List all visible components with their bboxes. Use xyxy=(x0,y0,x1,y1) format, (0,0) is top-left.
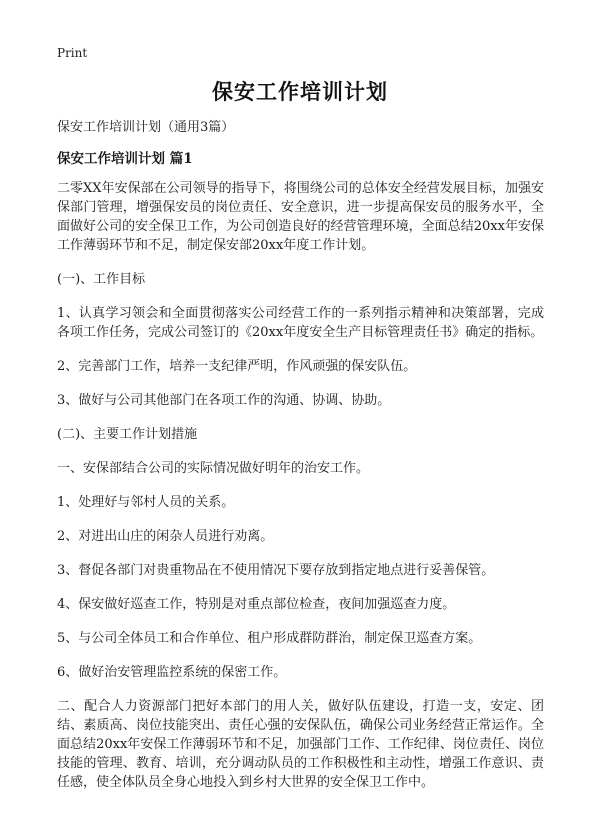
paragraph: (一)、工作目标 xyxy=(57,272,146,287)
paragraph: 3、做好与公司其他部门在各项工作的沟通、协调、协助。 xyxy=(57,393,391,408)
document-subtitle: 保安工作培训计划（通用3篇） xyxy=(57,120,235,135)
paragraph: 1、认真学习领会和全面贯彻落实公司经营工作的一系列指示精神和决策部署，完成各项工作任务，完成公司签订的《20xx年度安全生产目标管理责任书》确定的指标。 xyxy=(57,306,544,340)
paragraph: 5、与公司全体员工和合作单位、租户形成群防群治，制定保卫巡查方案。 xyxy=(57,631,482,646)
document-title: 保安工作培训计划 xyxy=(212,79,388,104)
paragraph: 一、安保部结合公司的实际情况做好明年的治安工作。 xyxy=(57,461,370,476)
paragraph: 2、完善部门工作，培养一支纪律严明，作风顽强的保安队伍。 xyxy=(57,359,417,374)
paragraph: 二、配合人力资源部门把好本部门的用人关，做好队伍建设，打造一支，安定、团结、素质高、岗位技能突出、责任心强的安保队伍，确保公司业务经营正常运作。全面总结20xx年安保工作薄弱环节和不足，加强部门工作、工作纪律、岗位责任、岗位技能的管理、教育、培训，充分调动队员的工作积极性和主动性，增强工作意识、责任感，使全体队员全身心地投入到乡村大世界的安全保卫工作中。 xyxy=(57,699,544,790)
paragraph: 6、做好治安管理监控系统的保密工作。 xyxy=(57,665,287,680)
paragraph: 4、保安做好巡查工作，特别是对重点部位检查，夜间加强巡查力度。 xyxy=(57,597,456,612)
section-heading: 保安工作培训计划 篇1 xyxy=(57,151,193,167)
paragraph: 2、对进出山庄的闲杂人员进行劝离。 xyxy=(57,529,274,544)
print-label: Print xyxy=(57,46,88,60)
paragraph: 二零XX年安保部在公司领导的指导下，将围绕公司的总体安全经营发展目标，加强安保部门管理，增强保安员的岗位责任、安全意识，进一步提高保安员的服务水平，全面做好公司的安全保卫工作，为公司创造良好的经营管理环境，全面总结20xx年安保工作薄弱环节和不足，制定保安部20xx年度工作计划。 xyxy=(57,181,544,253)
paragraph: 1、处理好与邻村人员的关系。 xyxy=(57,495,235,510)
paragraph: (二)、主要工作计划措施 xyxy=(57,427,198,442)
paragraph: 3、督促各部门对贵重物品在不使用情况下要存放到指定地点进行妥善保管。 xyxy=(57,563,495,578)
document-body xyxy=(57,179,544,807)
